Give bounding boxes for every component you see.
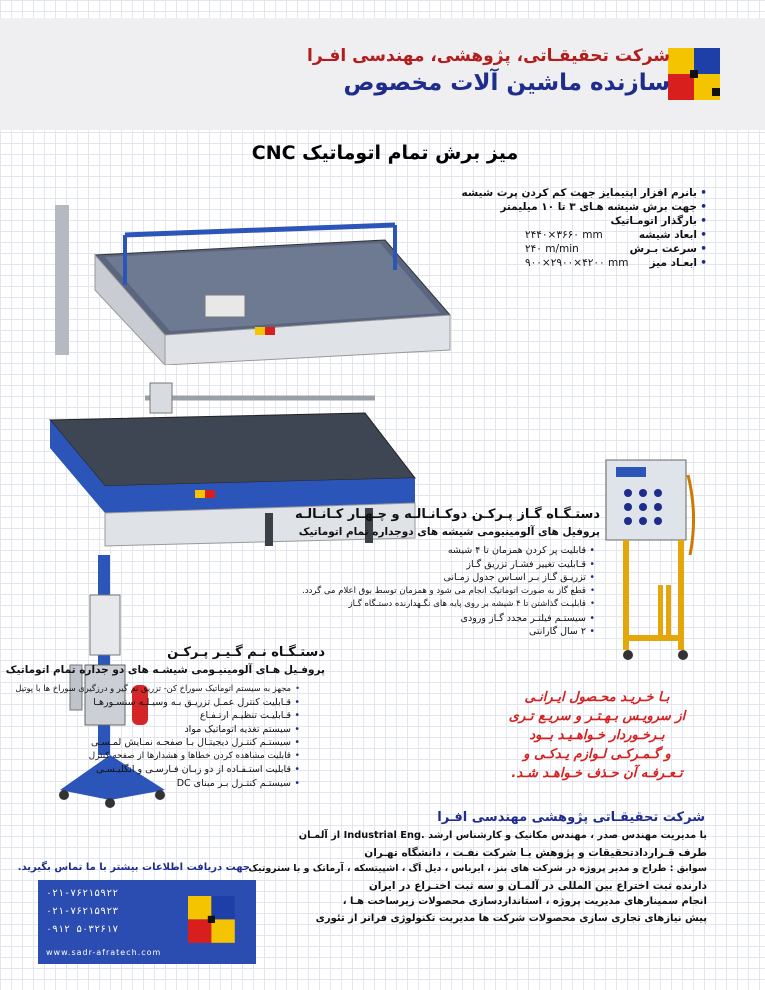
desiccant-filler-subtitle: پروفـیل هـای آلومینیـومی شیشـه های دو جداره تمام اتوماتیک xyxy=(5,664,325,676)
spec-list xyxy=(447,186,707,270)
feature-item: • قابلیت استـفـاده از دو زبـان فـارسـی و انگلیـسـی xyxy=(15,763,300,777)
about-line: طرف قـراردادتحقیقات و پژوهش بـا شرکت نفـت ، دانشگاه تهـران xyxy=(364,846,707,859)
cnc-table-image-1 xyxy=(55,195,455,365)
desiccant-filler-features xyxy=(15,682,300,790)
main-title: میز برش تمام اتوماتیک CNC xyxy=(251,142,519,164)
gas-filler-title: دستـگـاه گـاز پـرکـن دوکـانـالـه و چـهـار کـانـالـه xyxy=(294,507,600,522)
spec-value: ۹۰۰×۲۹۰۰×۴۲۰۰ mm xyxy=(525,257,629,269)
feature-item: • سیستـم کنتـرل بـر مبنای DC xyxy=(15,777,300,791)
contact-label: جهت دریافت اطلاعات بیشتر با ما تماس بگیرید. xyxy=(17,862,250,873)
promo-line: تـعـرفـه آن حـذف خـواهـد شـد. xyxy=(511,766,683,781)
spec-item: • ابعاد شیشه ۲۴۴۰×۳۶۶۰ mm xyxy=(447,228,707,242)
about-line: سوابق : طراح و مدیر پروژه در شرکت های بنز ، ایرباس ، دیل اَگ ، اشپیتسکه ، آرماتک و با ستروتیک xyxy=(248,863,707,874)
spec-item: • سرعت بـرش ۲۴۰ m/min xyxy=(447,242,707,256)
spec-value: ۲۴۰ m/min xyxy=(525,243,579,255)
phone-number: ۰۲۱-۷۶۲۱۵۹۲۳ xyxy=(46,906,119,917)
phone-number: ۰۲۱-۷۶۲۱۵۹۲۲ xyxy=(46,888,119,899)
feature-item: • سیستم تغذیه اتوماتیک مواد xyxy=(15,723,300,737)
gas-filler-features xyxy=(302,544,595,639)
spec-item: • بانرم افزار اپتیمایز جهت کم کردن پرت شیشه xyxy=(447,186,707,200)
feature-item: • قـابلیت تغییر فشـار تزریق گـاز xyxy=(302,558,595,572)
promo-line: بـرخـوردار خـواهـیـد بــود xyxy=(529,728,665,743)
promo-line: از سرویـس بـهـتـر و سریـع تـری xyxy=(508,709,686,724)
gas-filler-subtitle: پروفیل های آلومینیومی شیشه های دوجداره تمام اتوماتیک xyxy=(298,526,600,538)
phone-number: ۰۹۱۲ ۵۰۳۲۶۱۷ xyxy=(46,924,119,935)
feature-item: • قـابلیت کنترل عمـل تزریـق بـه وسیـلـه سنسـورهـا xyxy=(15,696,300,710)
cnc-table-image-2 xyxy=(45,378,425,548)
feature-item: • قـابلیـت تنظیـم ارتـفـاع xyxy=(15,709,300,723)
header-tagline: سازنده ماشین آلات مخصوص xyxy=(343,70,670,96)
feature-item: • ۲ سال گارانتی xyxy=(302,625,595,639)
spec-item: • بارگذار اتومـاتیک xyxy=(447,214,707,228)
promo-line: و گـمـرکـی لـوازم یـدکـی و xyxy=(523,747,671,762)
feature-item: • تزریـق گـاز بـر اسـاس جدول زمـانی xyxy=(302,571,595,585)
company-logo xyxy=(668,48,724,104)
spec-item: • ابعـاد میز ۹۰۰×۲۹۰۰×۴۲۰۰ mm xyxy=(447,256,707,270)
about-title: شرکت تحقیقـاتی پژوهشی مهندسی افـرا xyxy=(437,810,705,825)
desiccant-filler-title: دستـگـاه نـم گـیـر پـرکـن xyxy=(167,645,325,660)
feature-item: • سیستـم فیلتـر مجدد گـاز ورودی xyxy=(302,612,595,626)
about-line: با مدیریت مهندس صدر ، مهندس مکانیک و کارشناس ارشد .Industrial Eng از آلمـان xyxy=(298,830,707,841)
spec-item: • جهت برش شیشه هـای ۳ تا ۱۰ میلیمتر xyxy=(447,200,707,214)
feature-item: • سیستـم کنتـرل دیجیتـال بـا صفحـه نمـایش لمـسـی xyxy=(15,736,300,750)
promo-text xyxy=(487,688,707,783)
feature-item: • قطع گاز به صورت اتوماتیک انجام می شود و همزمان توسط بوق اعلام می گردد. xyxy=(302,585,595,599)
feature-item: • قابلیـت گذاشتن تا ۴ شیشه بر روی پایه های نگـهدارنده دستـگاه گـاز xyxy=(302,598,595,612)
header-company-line: شرکت تحقیقـاتی، پژوهشی، مهندسی افـرا xyxy=(307,46,670,66)
feature-item: • مجهز به سیستم اتوماتیک سوراخ کن- تزریق نم گیر و درزگیری سوراخ ها با پوتیل xyxy=(15,682,300,696)
about-line: انجام سمینارهای مدیریت پروژه ، استانداردسازی محصولات زیرساخت هـا ، xyxy=(342,896,707,907)
about-body xyxy=(248,828,707,927)
contact-logo xyxy=(188,896,238,946)
website-link[interactable]: www.sadr-afratech.com xyxy=(46,948,162,957)
contact-box xyxy=(38,880,256,964)
spec-value: ۲۴۴۰×۳۶۶۰ mm xyxy=(525,229,603,241)
feature-item: • قابلیت مشاهده کردن خطاها و هشدارها از صفحه کنترل xyxy=(15,750,300,764)
about-line: دارنده ثبت اختراع بین المللی در آلمـان و سه ثبت اختـراع در ایران xyxy=(368,879,707,892)
feature-item: • قابلیت پر کردن همزمان تا ۴ شیشه xyxy=(302,544,595,558)
about-line: پیش نیازهای تجاری سازی محصولات شرکت ها مدیریت تکنولوژی فراتر از تئوری xyxy=(315,912,707,924)
gas-filler-image xyxy=(598,455,703,665)
promo-line: بـا خـریـد محـصول ایـرانـی xyxy=(524,690,670,705)
